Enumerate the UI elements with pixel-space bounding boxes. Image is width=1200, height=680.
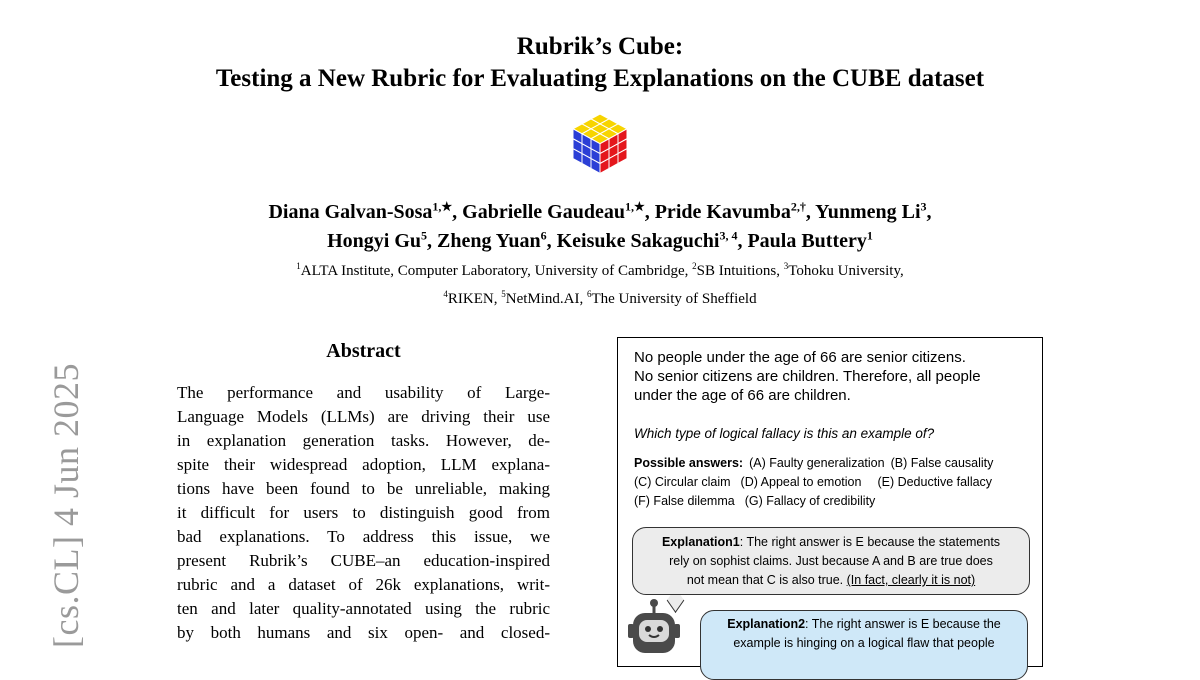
author-name: Paula Buttery [747, 230, 867, 252]
author-affil-mark: 1 [866, 228, 873, 243]
abstract-line: Language Models (LLMs) are driving their use [177, 407, 550, 426]
figure-question: Which type of logical fallacy is this an example of? [634, 426, 935, 441]
arxiv-stamp: [cs.CL] 4 Jun 2025 [46, 363, 86, 648]
affiliation: NetMind.AI, [505, 291, 584, 307]
answer-option: (C) Circular claim [634, 475, 731, 489]
affiliation: ALTA Institute, Computer Laboratory, University of Cambridge, [300, 263, 689, 279]
author-list-line1: Diana Galvan-Sosa$^{1,★}$, Gabrielle Gaudeau$^{1,★}$, Pride Kavumba$^{2,\dagger}$, Yunmeng Li$^3$, [268, 199, 932, 223]
author-name: Gabrielle Gaudeau [462, 201, 625, 223]
author-affil-mark: 1,★ [432, 199, 453, 214]
abstract-line: The performance and usability of Large- [177, 383, 550, 402]
paper-title-line1: Rubrik’s Cube: [516, 33, 684, 60]
paper-title-line2: Testing a New Rubric for Evaluating Explanations on the CUBE dataset [215, 65, 985, 92]
answer-option: (E) Deductive fallacy [877, 475, 993, 489]
author-name: Pride Kavumba [654, 201, 791, 223]
answer-option: (D) Appeal to emotion [740, 475, 862, 489]
abstract-line: rubric and a dataset of 26k explanations, writ- [177, 575, 550, 594]
affiliations-line2: $^4$RIKEN, $^5$NetMind.AI, $^6$The University of Sheffield [443, 289, 757, 307]
abstract-line: present Rubrik’s CUBE–an education-inspired [177, 551, 550, 570]
affiliation: RIKEN, [447, 291, 498, 307]
author-name: Yunmeng Li [815, 201, 921, 223]
author-affil-mark: 5 [421, 228, 428, 243]
figure-answers [634, 454, 993, 511]
affiliation: The University of Sheffield [591, 291, 757, 307]
author-list-line2: Hongyi Gu$^5$, Zheng Yuan$^6$, Keisuke Sakaguchi$^{3, 4}$, Paula Buttery$^1$ [327, 228, 873, 252]
figure-premise: No people under the age of 66 are senior citizens. No senior citizens are children. Therefore, all people under the age of 66 are children. [634, 349, 981, 404]
rubiks-cube-icon [566, 110, 634, 182]
author-name: Diana Galvan-Sosa [268, 201, 433, 223]
author-affil-mark: 6 [540, 228, 547, 243]
affiliation: Tohoku University, [788, 263, 904, 279]
author-name: Hongyi Gu [327, 230, 422, 252]
abstract-line: bad explanations. To address this issue, we [177, 527, 550, 546]
abstract-line: ten and later quality-annotated using the rubric [177, 599, 550, 618]
abstract-heading: Abstract [326, 340, 401, 362]
author-affil-mark: 2,† [790, 199, 806, 214]
answer-option: (G) Fallacy of credibility [744, 494, 876, 508]
answers-label: Possible answers: [634, 456, 744, 470]
abstract-line: in explanation generation tasks. However, de- [177, 431, 550, 450]
affiliation: SB Intuitions, [696, 263, 780, 279]
explanation1-bubble: Explanation1: The right answer is E because the statements rely on sophist claims. Just because A and B are true does not mean that C is also true. (In fact, clearly it is not) [632, 527, 1030, 595]
figure-1 [617, 337, 1043, 667]
abstract-line: it difficult for users to distinguish good from [177, 503, 550, 522]
robot-icon [624, 596, 684, 656]
abstract-line: by both humans and six open- and closed- [177, 623, 550, 642]
author-affil-mark: 3 [920, 199, 927, 214]
author-affil-mark: 3, 4 [719, 228, 738, 243]
abstract-line: spite their widespread adoption, LLM explana- [177, 455, 550, 474]
explanation2-bubble: Explanation2: The right answer is E because the example is hinging on a logical flaw that people [700, 610, 1028, 680]
answer-option: (A) Faulty generalization [749, 456, 885, 470]
answer-option: (B) False causality [890, 456, 994, 470]
abstract-body [177, 381, 550, 645]
abstract-line: tions have been found to be unreliable, making [177, 479, 550, 498]
author-affil-mark: 1,★ [624, 199, 645, 214]
answer-option: (F) False dilemma [634, 494, 735, 508]
author-name: Zheng Yuan [437, 230, 541, 252]
author-name: Keisuke Sakaguchi [556, 230, 720, 252]
affiliations-line1: $^1$ALTA Institute, Computer Laboratory, University of Cambridge, $^2$SB Intuitions, $^3$Tohoku University, [296, 261, 904, 279]
